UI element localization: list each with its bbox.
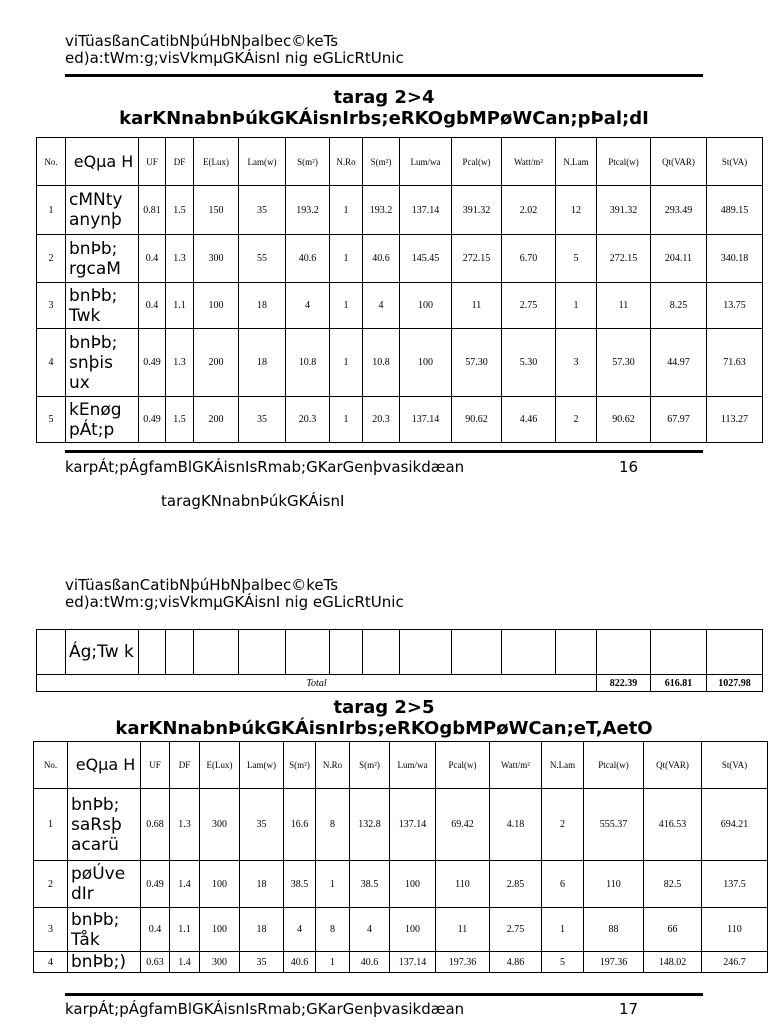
- caption-text: taragKNnabnÞúkGKÁisnI: [161, 492, 345, 510]
- table-row: [37, 235, 763, 283]
- header-row: [37, 138, 763, 186]
- header-line1: viTüasßanCatibNþúHbNþalbec©keTs: [65, 32, 339, 50]
- table-cell: 40.6: [286, 235, 330, 283]
- table-cell: 11: [452, 283, 502, 329]
- table-cell: 1.4: [170, 952, 200, 973]
- column-header: DF: [166, 138, 194, 186]
- table-cell: 193.2: [363, 186, 400, 235]
- table-cell: 1.1: [166, 283, 194, 329]
- table-cell: 0.49: [139, 329, 166, 397]
- footer-text: karpÁt;pÁgfamBlGKÁisnIsRmab;GKarGenþvasikdæan: [65, 1000, 465, 1018]
- table-cell: 35: [240, 952, 284, 973]
- table-cell: 1: [34, 789, 68, 861]
- column-header: S(m²): [286, 138, 330, 186]
- table-cell: 694.21: [702, 789, 768, 861]
- table-cell: 38.5: [350, 861, 390, 908]
- column-header: Watt/m²: [490, 742, 542, 789]
- table-cell: 300: [200, 952, 240, 973]
- table-cell: 300: [200, 789, 240, 861]
- table-cell: 197.36: [436, 952, 490, 973]
- column-header: St(VA): [702, 742, 768, 789]
- table-cell: 137.5: [702, 861, 768, 908]
- table-cell: 20.3: [363, 397, 400, 443]
- table-cell: 489.15: [707, 186, 763, 235]
- table-cell: 1: [330, 283, 363, 329]
- table-cell: 18: [239, 329, 286, 397]
- table-cell: 1: [316, 952, 350, 973]
- table-cell: 391.32: [452, 186, 502, 235]
- table-cell: 5.30: [502, 329, 556, 397]
- total-row: [37, 675, 763, 692]
- table-cell: 293.49: [651, 186, 707, 235]
- table-cell: 4: [34, 952, 68, 973]
- table-cell: 110: [584, 861, 644, 908]
- table-cell: 3: [34, 908, 68, 952]
- header-row: [34, 742, 768, 789]
- table-cell: 35: [240, 789, 284, 861]
- column-header: St(VA): [707, 138, 763, 186]
- table-title: [0, 697, 768, 739]
- table-cell: 391.32: [597, 186, 651, 235]
- table-caption: karKNnabnÞúkGKÁisnIrbs;eRKOgbMPøWCan;eT,AetO: [115, 718, 653, 739]
- table-cell: 1.3: [170, 789, 200, 861]
- table-cell: 4.18: [490, 789, 542, 861]
- table-cell: 90.62: [452, 397, 502, 443]
- total-qt: 616.81: [651, 675, 707, 692]
- table-cell: 1: [330, 186, 363, 235]
- header-rule: [65, 74, 703, 77]
- table-cell: 137.14: [400, 397, 452, 443]
- table-cell: 300: [194, 235, 239, 283]
- table-cell: 3: [37, 283, 66, 329]
- table-cell: 13.75: [707, 283, 763, 329]
- table-cell: 67.97: [651, 397, 707, 443]
- column-header: eQµa H: [66, 138, 139, 186]
- column-header: UF: [141, 742, 170, 789]
- table-cell: 5: [556, 235, 597, 283]
- table-cell: 1.3: [166, 235, 194, 283]
- column-header: S(m²): [350, 742, 390, 789]
- column-header: Qt(VAR): [651, 138, 707, 186]
- table-row: [37, 397, 763, 443]
- column-header: DF: [170, 742, 200, 789]
- table-cell: 1.5: [166, 186, 194, 235]
- total-label: Total: [37, 675, 597, 692]
- table-cell: 69.42: [436, 789, 490, 861]
- table-cell: 18: [239, 283, 286, 329]
- table-cell: 66: [644, 908, 702, 952]
- table-cell: 246.7: [702, 952, 768, 973]
- column-header: No.: [34, 742, 68, 789]
- table-cell: 1: [556, 283, 597, 329]
- table-cell: 148.02: [644, 952, 702, 973]
- column-header: Ptcal(w): [584, 742, 644, 789]
- row-name: bnÞb; Twk: [66, 283, 139, 329]
- table-cell: 555.37: [584, 789, 644, 861]
- table-cell: 57.30: [597, 329, 651, 397]
- table-cell: 0.81: [139, 186, 166, 235]
- table-cell: 100: [400, 329, 452, 397]
- table-cell: 200: [194, 397, 239, 443]
- column-header: Watt/m²: [502, 138, 556, 186]
- column-header: Qt(VAR): [644, 742, 702, 789]
- table-cell: 40.6: [363, 235, 400, 283]
- table-cell: 10.8: [363, 329, 400, 397]
- table-cell: 40.6: [350, 952, 390, 973]
- table-cell: 113.27: [707, 397, 763, 443]
- table-row: [37, 186, 763, 235]
- table-row: [34, 908, 768, 952]
- table-cell: 137.14: [400, 186, 452, 235]
- column-header: Lum/wa: [390, 742, 436, 789]
- load-table-1: [36, 137, 763, 443]
- table-cell: 57.30: [452, 329, 502, 397]
- table-cell: 2: [542, 789, 584, 861]
- table-cell: 193.2: [286, 186, 330, 235]
- row-name: Ág;Tw k: [66, 630, 139, 675]
- table-cell: 1.1: [170, 908, 200, 952]
- table-cell: 12: [556, 186, 597, 235]
- total-ptcal: 822.39: [597, 675, 651, 692]
- row-name: bnÞb; Tåk: [68, 908, 141, 952]
- table-cell: 2.75: [490, 908, 542, 952]
- column-header: Lam(w): [239, 138, 286, 186]
- row-name: bnÞb; rgcaM: [66, 235, 139, 283]
- column-header: Ptcal(w): [597, 138, 651, 186]
- table-cell: 1: [330, 235, 363, 283]
- table-cell: 4: [37, 329, 66, 397]
- table-cell: 71.63: [707, 329, 763, 397]
- table-cell: 137.14: [390, 789, 436, 861]
- table-cell: 55: [239, 235, 286, 283]
- row-name: kEnøg pÁt;p: [66, 397, 139, 443]
- table-cell: 4.46: [502, 397, 556, 443]
- header-line2: ed)a:tWm:g;visVkmµGKÁisnI nig eGLicRtUnic: [65, 49, 404, 67]
- table-cell: 0.4: [139, 283, 166, 329]
- table-row: [37, 630, 763, 675]
- table-cell: 1: [330, 397, 363, 443]
- table-cell: 16.6: [284, 789, 316, 861]
- table-cell: 100: [390, 908, 436, 952]
- column-header: UF: [139, 138, 166, 186]
- table-cell: 132.8: [350, 789, 390, 861]
- table-cell: 197.36: [584, 952, 644, 973]
- footer-rule: [65, 993, 703, 996]
- table-cell: 4.86: [490, 952, 542, 973]
- column-header: No.: [37, 138, 66, 186]
- page-number: 17: [619, 1000, 639, 1018]
- table-number: tarag 2>5: [333, 697, 435, 718]
- table-cell: 44.97: [651, 329, 707, 397]
- table-cell: 2.75: [502, 283, 556, 329]
- table-cell: 110: [436, 861, 490, 908]
- table-cell: 100: [200, 861, 240, 908]
- table-cell: 88: [584, 908, 644, 952]
- table-cell: 0.49: [139, 397, 166, 443]
- table-row: [37, 283, 763, 329]
- table-cell: 2: [556, 397, 597, 443]
- footer-rule: [65, 450, 703, 453]
- table-cell: 1.4: [170, 861, 200, 908]
- table-cell: 145.45: [400, 235, 452, 283]
- table-cell: 272.15: [452, 235, 502, 283]
- header-line2: ed)a:tWm:g;visVkmµGKÁisnI nig eGLicRtUnic: [65, 593, 404, 611]
- table-cell: 100: [194, 283, 239, 329]
- row-name: cMNty anynþ: [66, 186, 139, 235]
- column-header: N.Lam: [556, 138, 597, 186]
- table-cell: 82.5: [644, 861, 702, 908]
- table-title: [0, 87, 768, 129]
- table-cell: 4: [363, 283, 400, 329]
- column-header: E(Lux): [200, 742, 240, 789]
- table-cell: 1.3: [166, 329, 194, 397]
- table-cell: 11: [436, 908, 490, 952]
- column-header: Pcal(w): [452, 138, 502, 186]
- table-cell: 340.18: [707, 235, 763, 283]
- table-cell: 10.8: [286, 329, 330, 397]
- table-cell: 1: [316, 861, 350, 908]
- table-cell: 8: [316, 789, 350, 861]
- column-header: S(m²): [284, 742, 316, 789]
- table-cell: 1: [330, 329, 363, 397]
- column-header: E(Lux): [194, 138, 239, 186]
- table-cell: 4: [286, 283, 330, 329]
- row-name: bnÞb;): [68, 952, 141, 973]
- table-cell: 8: [316, 908, 350, 952]
- column-header: Lam(w): [240, 742, 284, 789]
- footer-text: karpÁt;pÁgfamBlGKÁisnIsRmab;GKarGenþvasikdæan: [65, 458, 465, 476]
- table-cell: 272.15: [597, 235, 651, 283]
- table-cell: 1: [37, 186, 66, 235]
- column-header: N.Lam: [542, 742, 584, 789]
- page-number: 16: [619, 458, 639, 476]
- row-name: pøÚve dIr: [68, 861, 141, 908]
- table-cell: 3: [556, 329, 597, 397]
- table-cell: 204.11: [651, 235, 707, 283]
- column-header: eQµa H: [68, 742, 141, 789]
- table-cell: 150: [194, 186, 239, 235]
- table-cell: 200: [194, 329, 239, 397]
- table-cell: 1: [542, 908, 584, 952]
- table-cell: 2.85: [490, 861, 542, 908]
- table-cell: 2: [34, 861, 68, 908]
- table-cell: 100: [390, 861, 436, 908]
- table-cell: 5: [542, 952, 584, 973]
- table-cell: 20.3: [286, 397, 330, 443]
- table-cell: 38.5: [284, 861, 316, 908]
- table-cell: 35: [239, 397, 286, 443]
- column-header: Lum/wa: [400, 138, 452, 186]
- row-name: bnÞb; snþis ux: [66, 329, 139, 397]
- row-name: bnÞb; saRsþ acarü: [68, 789, 141, 861]
- table-caption: karKNnabnÞúkGKÁisnIrbs;eRKOgbMPøWCan;pÞal;dI: [119, 108, 649, 129]
- table-cell: 0.68: [141, 789, 170, 861]
- load-table-2: [33, 741, 768, 973]
- table-cell: 18: [240, 908, 284, 952]
- table-cell: 416.53: [644, 789, 702, 861]
- page2-header: [65, 577, 705, 611]
- table-cell: 2: [37, 235, 66, 283]
- table-cell: 18: [240, 861, 284, 908]
- table-cell: 11: [597, 283, 651, 329]
- table-cell: 8.25: [651, 283, 707, 329]
- table-cell: 100: [200, 908, 240, 952]
- table-cell: 0.4: [141, 908, 170, 952]
- column-header: N.Ro: [330, 138, 363, 186]
- column-header: N.Ro: [316, 742, 350, 789]
- table-cell: 4: [350, 908, 390, 952]
- table-cell: 137.14: [390, 952, 436, 973]
- table-row: [34, 861, 768, 908]
- table-cell: 0.63: [141, 952, 170, 973]
- table-cell: 6: [542, 861, 584, 908]
- column-header: Pcal(w): [436, 742, 490, 789]
- table-cell: 40.6: [284, 952, 316, 973]
- table-cell: 2.02: [502, 186, 556, 235]
- table-cell: 110: [702, 908, 768, 952]
- table-row: [34, 952, 768, 973]
- table-row: [37, 329, 763, 397]
- continued-table: [36, 629, 763, 692]
- table-cell: 1.5: [166, 397, 194, 443]
- table-cell: 0.4: [139, 235, 166, 283]
- table-cell: 100: [400, 283, 452, 329]
- table-row: [34, 789, 768, 861]
- table-cell: 0.49: [141, 861, 170, 908]
- table-cell: 5: [37, 397, 66, 443]
- table-number: tarag 2>4: [333, 87, 435, 108]
- header-line1: viTüasßanCatibNþúHbNþalbec©keTs: [65, 576, 339, 594]
- table-cell: 6.70: [502, 235, 556, 283]
- total-st: 1027.98: [707, 675, 763, 692]
- table-cell: 4: [284, 908, 316, 952]
- table-cell: 90.62: [597, 397, 651, 443]
- page1-header: [65, 33, 705, 67]
- table-cell: 35: [239, 186, 286, 235]
- column-header: S(m²): [363, 138, 400, 186]
